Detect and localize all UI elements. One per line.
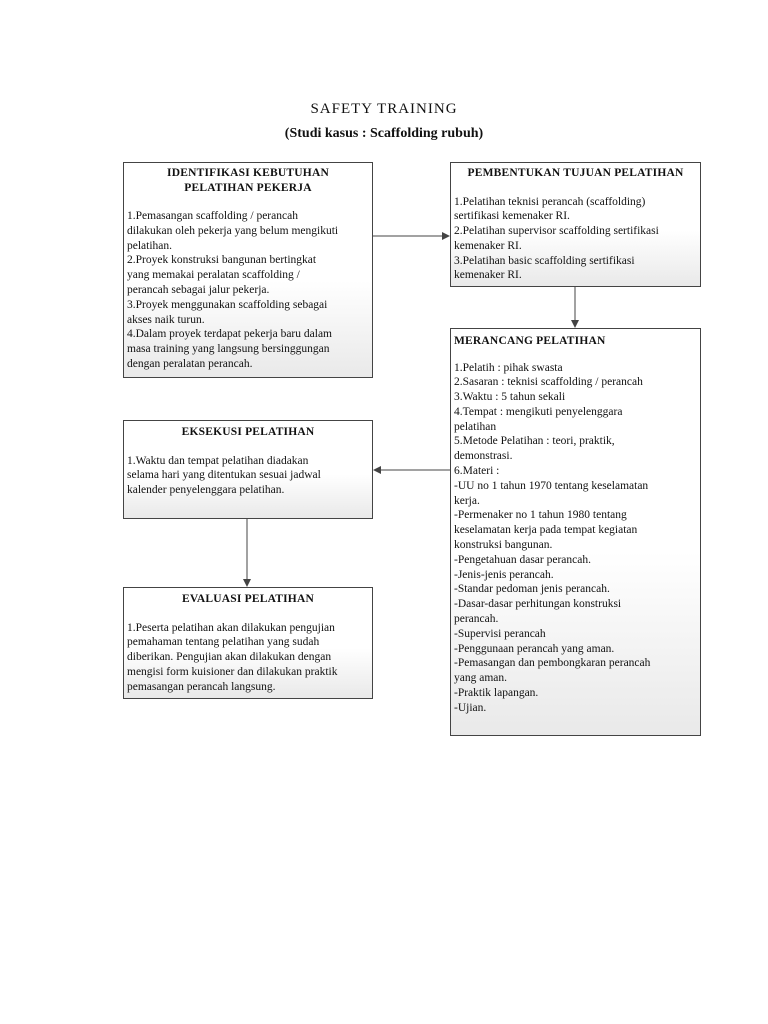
list-line: demonstrasi.	[454, 450, 513, 463]
list-line: akses naik turun.	[127, 313, 205, 326]
list-line: -Pemasangan dan pembongkaran perancah	[454, 657, 651, 670]
list-line: 3.Waktu : 5 tahun sekali	[454, 391, 566, 404]
page-title: SAFETY TRAINING	[310, 101, 458, 117]
list-line: kerja.	[454, 494, 480, 507]
list-line: yang memakai peralatan scaffolding /	[127, 269, 300, 282]
page-subtitle: (Studi kasus : Scaffolding rubuh)	[284, 126, 484, 141]
list-line: kemenaker RI.	[454, 239, 522, 252]
list-line: pelatihan.	[127, 239, 173, 252]
list-line: 1.Peserta pelatihan akan dilakukan pengujian	[127, 621, 335, 634]
list-line: dengan peralatan perancah.	[127, 357, 253, 370]
identifikasi-title-line1: IDENTIFIKASI KEBUTUHAN	[167, 167, 329, 179]
list-line: 4.Tempat : mengikuti penyelenggara	[454, 405, 623, 418]
list-line: 4.Dalam proyek terdapat pekerja baru dalam	[127, 328, 332, 341]
list-line: sertifikasi kemenaker RI.	[454, 210, 570, 223]
list-line: 1.Waktu dan tempat pelatihan diadakan	[127, 454, 309, 467]
list-line: kalender penyelenggara pelatihan.	[127, 484, 285, 497]
list-line: 1.Pelatih : pihak swasta	[454, 361, 563, 374]
list-line: perancah sebagai jalur pekerja.	[127, 283, 270, 296]
list-line: pemasangan perancah langsung.	[127, 680, 276, 693]
list-line: konstruksi bangunan.	[454, 539, 553, 552]
list-line: 3.Proyek menggunakan scaffolding sebagai	[127, 298, 328, 311]
list-line: -UU no 1 tahun 1970 tentang keselamatan	[454, 479, 649, 492]
list-line: 1.Pemasangan scaffolding / perancah	[127, 210, 298, 222]
eksekusi-title: EKSEKUSI PELATIHAN	[181, 426, 315, 438]
list-line: -Dasar-dasar perhitungan konstruksi	[454, 598, 622, 611]
list-line: -Ujian.	[454, 701, 487, 714]
list-line: -Standar pedoman jenis perancah.	[454, 583, 610, 596]
list-line: -Supervisi perancah	[454, 627, 546, 640]
list-line: dilakukan oleh pekerja yang belum mengikuti	[127, 224, 339, 237]
list-line: masa training yang langsung bersinggungan	[127, 343, 330, 356]
list-line: perancah.	[454, 613, 499, 626]
evaluasi-title: EVALUASI PELATIHAN	[182, 593, 314, 605]
list-line: yang aman.	[454, 672, 508, 685]
list-line: -Pengetahuan dasar perancah.	[454, 553, 591, 566]
list-line: pemahaman tentang pelatihan yang sudah	[127, 636, 320, 649]
list-line: 6.Materi :	[454, 465, 500, 478]
list-line: 1.Pelatihan teknisi perancah (scaffolding)	[454, 195, 646, 208]
list-line: diberikan. Pengujian akan dilakukan dengan	[127, 651, 332, 664]
list-line: 2.Sasaran : teknisi scaffolding / perancah	[454, 376, 643, 389]
list-line: pelatihan	[454, 420, 497, 433]
list-line: -Praktik lapangan.	[454, 687, 539, 700]
list-line: selama hari yang ditentukan sesuai jadwal	[127, 469, 321, 482]
list-line: kemenaker RI.	[454, 269, 522, 282]
list-line: -Permenaker no 1 tahun 1980 tentang	[454, 509, 627, 522]
list-line: -Jenis-jenis perancah.	[454, 568, 554, 581]
pembentukan-title: PEMBENTUKAN TUJUAN PELATIHAN	[467, 167, 684, 179]
identifikasi-title-line2: PELATIHAN PEKERJA	[184, 181, 312, 194]
list-line: keselamatan kerja pada tempat kegiatan	[454, 524, 638, 537]
list-line: 3.Pelatihan basic scaffolding sertifikasi	[454, 254, 635, 267]
list-line: mengisi form kuisioner dan dilakukan praktik	[127, 665, 338, 678]
list-line: -Penggunaan perancah yang aman.	[454, 642, 615, 655]
merancang-title: MERANCANG PELATIHAN	[454, 335, 606, 347]
list-line: 2.Proyek konstruksi bangunan bertingkat	[127, 254, 317, 267]
list-line: 5.Metode Pelatihan : teori, praktik,	[454, 435, 615, 448]
list-line: 2.Pelatihan supervisor scaffolding sertifikasi	[454, 225, 659, 238]
